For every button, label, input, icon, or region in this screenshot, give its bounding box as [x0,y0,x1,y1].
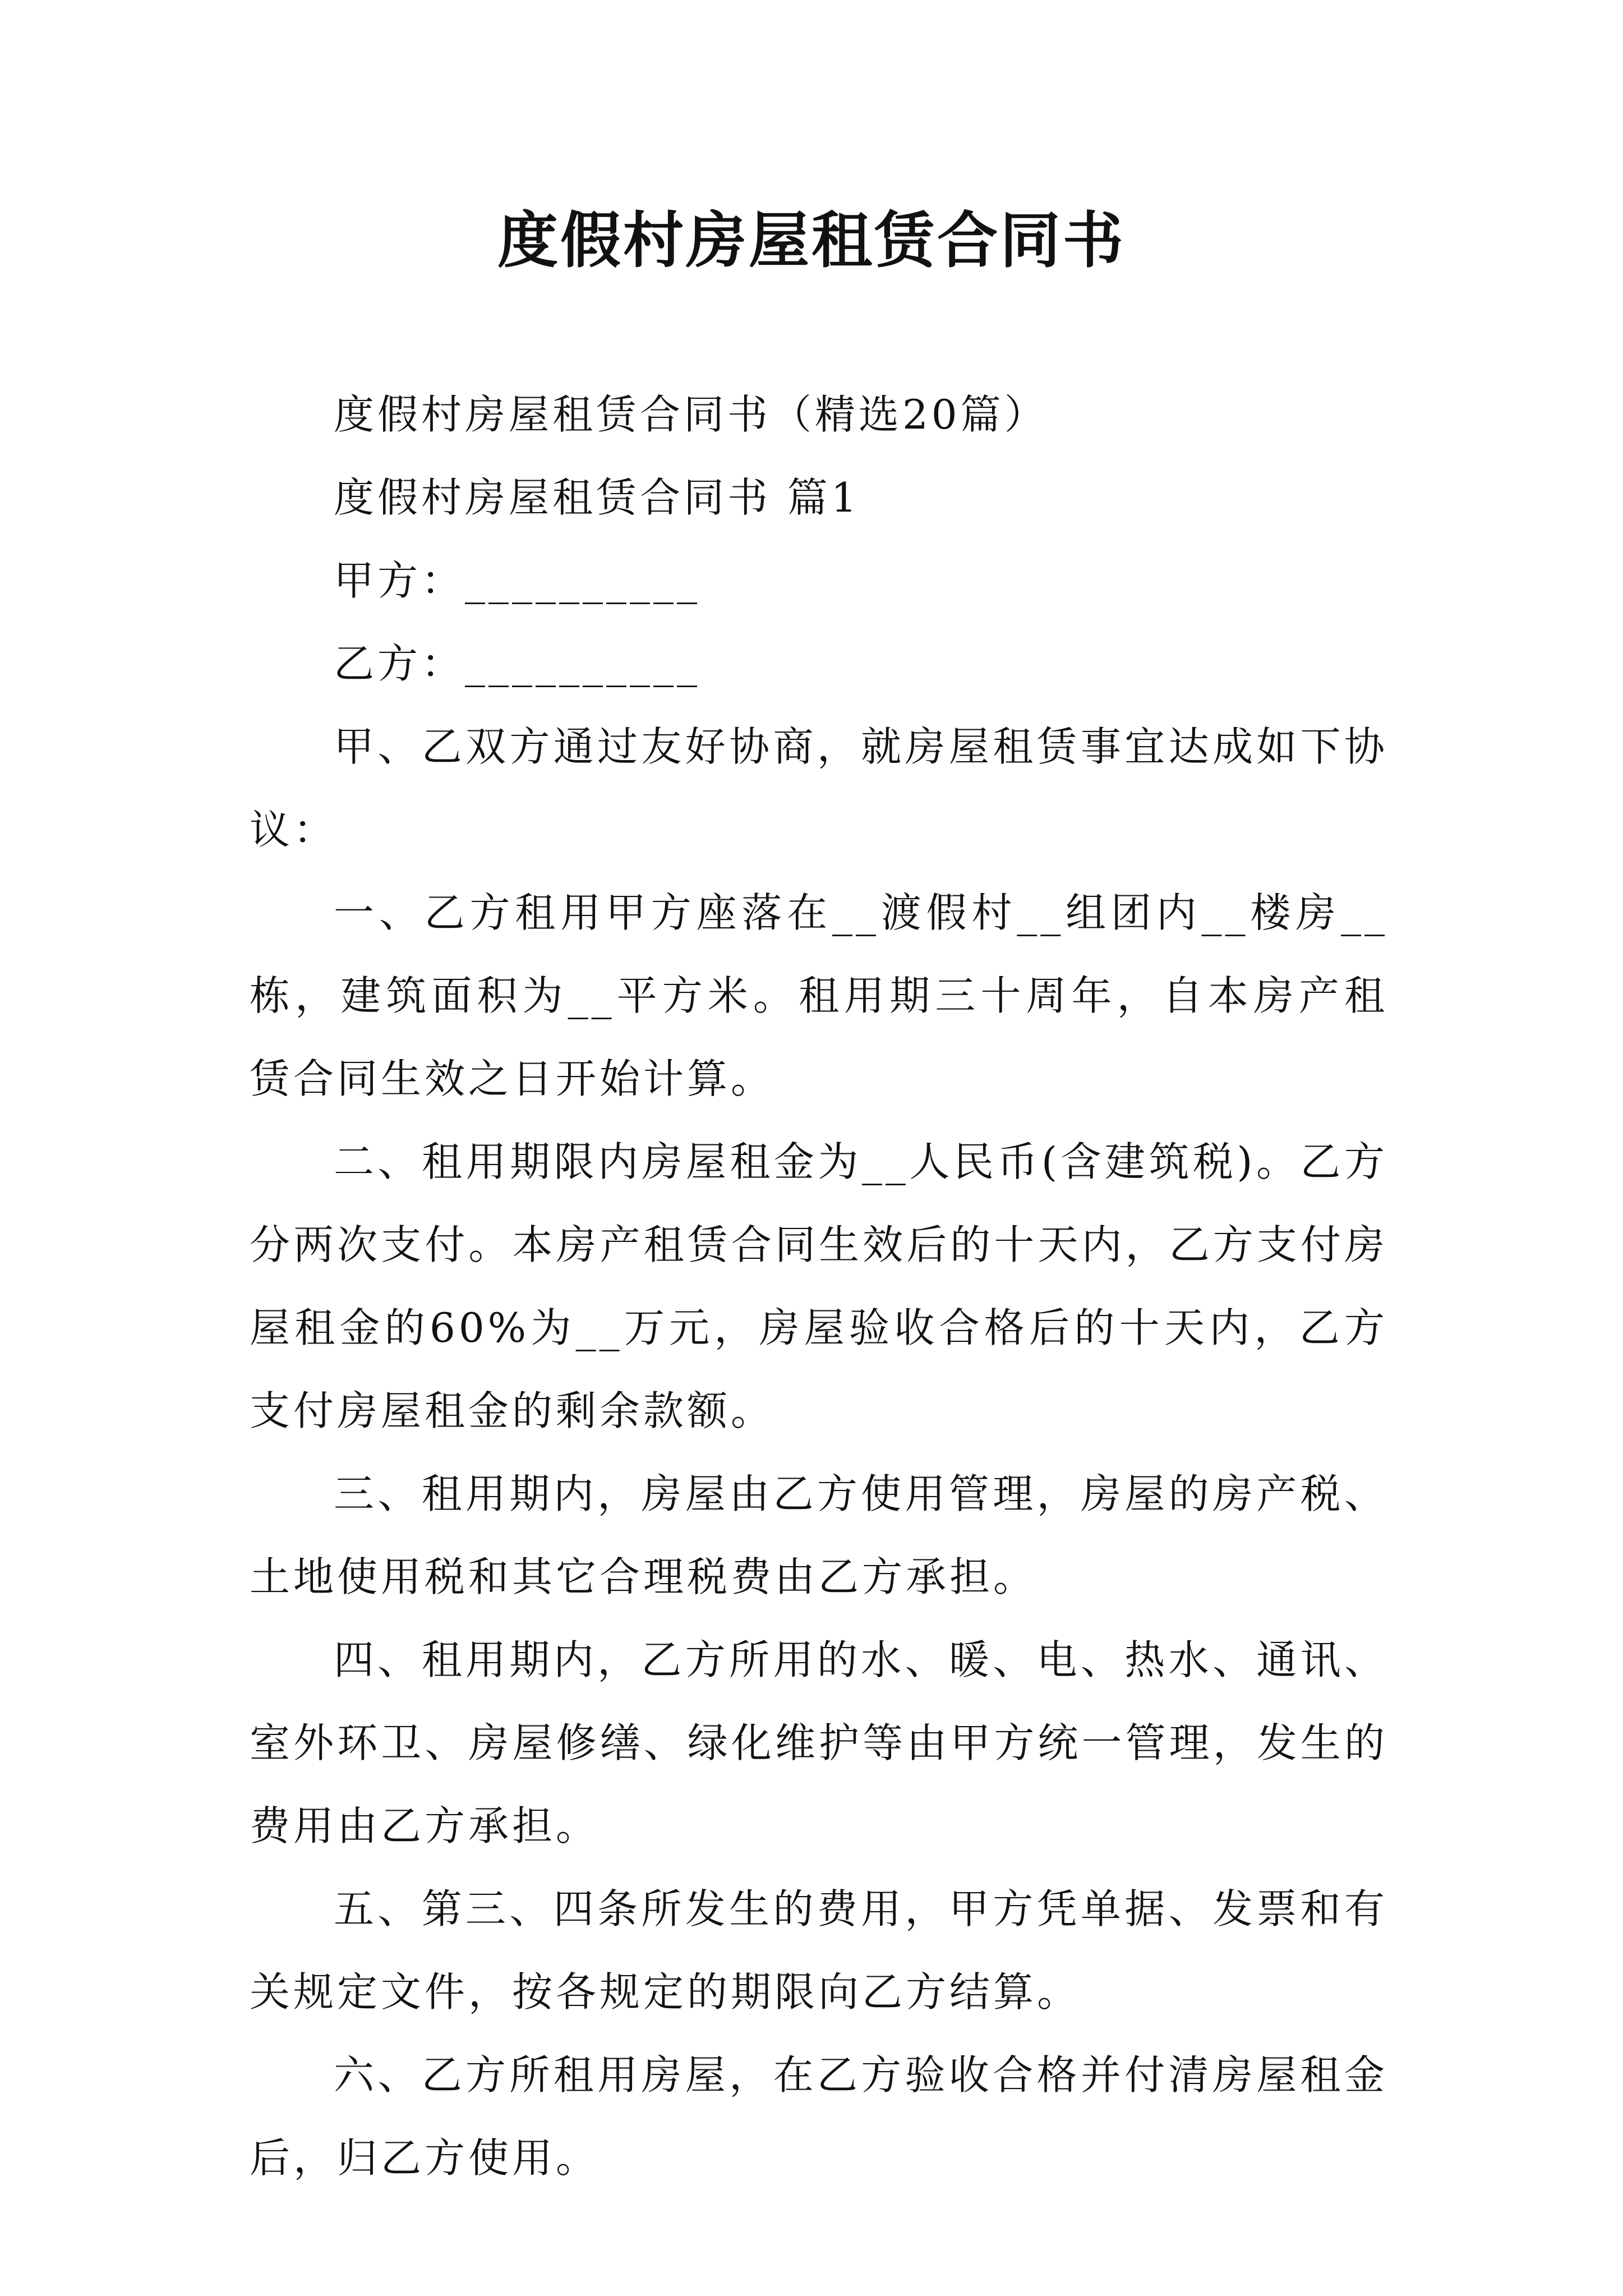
party-a-line: 甲方：__________ [334,557,701,604]
clause-4-paragraph: 四、租用期内，乙方所用的水、暖、电、热水、通讯、室外环卫、房屋修缮、绿化维护等由甲方统一管理，发生的费用由乙方承担。 [250,1636,1388,1849]
agreement-intro-paragraph: 甲、乙双方通过友好协商，就房屋租赁事宜达成如下协议： [250,723,1388,853]
clause-1-paragraph: 一、乙方租用甲方座落在__渡假村__组团内__楼房__栋，建筑面积为__平方米。租用期三十周年，自本房产租赁合同生效之日开始计算。 [250,889,1388,1102]
clause-3-paragraph: 三、租用期内，房屋由乙方使用管理，房屋的房产税、土地使用税和其它合理税费由乙方承担。 [250,1470,1388,1600]
subtitle-paragraph: 度假村房屋租赁合同书（精选20篇） [334,391,1048,438]
clause-6-paragraph: 六、乙方所租用房屋，在乙方验收合格并付清房屋租金后，归乙方使用。 [250,2051,1388,2182]
clause-2-paragraph: 二、租用期限内房屋租金为__人民币(含建筑税)。乙方分两次支付。本房产租赁合同生效后的十天内，乙方支付房屋租金的60%为__万元，房屋验收合格后的十天内，乙方支付房屋租金的剩余款额。 [250,1138,1388,1434]
clause-5-paragraph: 五、第三、四条所发生的费用，甲方凭单据、发票和有关规定文件，按各规定的期限向乙方结算。 [250,1885,1388,2016]
section-heading: 度假村房屋租赁合同书 篇1 [334,474,860,521]
document-body [250,373,1388,2200]
document-title: 度假村房屋租赁合同书 [497,206,1126,276]
party-b-line: 乙方：__________ [334,640,701,687]
